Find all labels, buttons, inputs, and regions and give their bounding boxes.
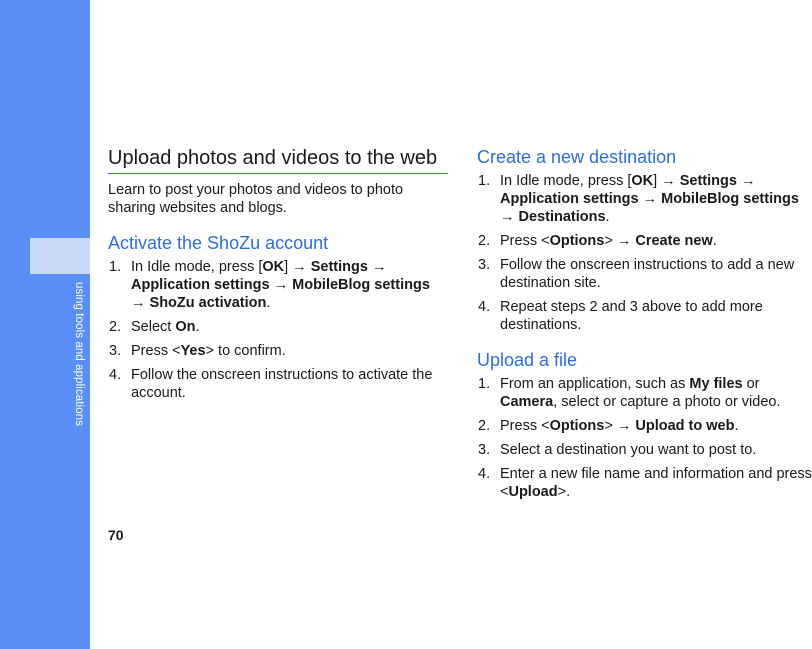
steps-create-destination xyxy=(477,172,812,334)
step-item: 3. Follow the onscreen instructions to add a new destination site. xyxy=(478,257,795,291)
sidebar xyxy=(0,0,90,649)
page-number: 70 xyxy=(108,527,124,543)
section-title-activate-shozu: Activate the ShoZu account xyxy=(108,233,329,253)
step-item: 2. Select On. xyxy=(109,319,200,335)
step-item: 4. Follow the onscreen instructions to activate the account. xyxy=(109,367,433,401)
step-item: 2. Press <Options> → Create new. xyxy=(478,233,717,249)
step-item: 4. Repeat steps 2 and 3 above to add more destinations. xyxy=(478,299,763,333)
chapter-tab xyxy=(30,238,90,274)
chapter-label: using tools and applications xyxy=(73,282,85,427)
step-item: 4. Enter a new file name and information and press <Upload>. xyxy=(478,466,812,500)
right-column xyxy=(477,146,812,507)
step-item: 3. Press <Yes> to confirm. xyxy=(109,343,286,359)
step-item: 1. From an application, such as My files or Camera, select or capture a photo or video. xyxy=(478,376,781,410)
section-title-create-destination: Create a new destination xyxy=(477,147,677,167)
step-item: 1. In Idle mode, press [OK] → Settings → Application settings → MobileBlog settings → ShoZu activation. xyxy=(109,259,430,311)
step-item: 1. In Idle mode, press [OK] → Settings → Application settings → MobileBlog settings → Destinations. xyxy=(478,173,799,225)
intro-text: Learn to post your photos and videos to photo sharing websites and blogs. xyxy=(108,182,404,216)
steps-activate-shozu xyxy=(108,258,448,402)
step-item: 2. Press <Options> → Upload to web. xyxy=(478,418,739,434)
steps-upload-file xyxy=(477,375,812,501)
left-column xyxy=(108,146,448,408)
section-title-upload-file: Upload a file xyxy=(477,350,578,370)
step-item: 3. Select a destination you want to post to. xyxy=(478,442,757,458)
page-title: Upload photos and videos to the web xyxy=(108,146,448,174)
